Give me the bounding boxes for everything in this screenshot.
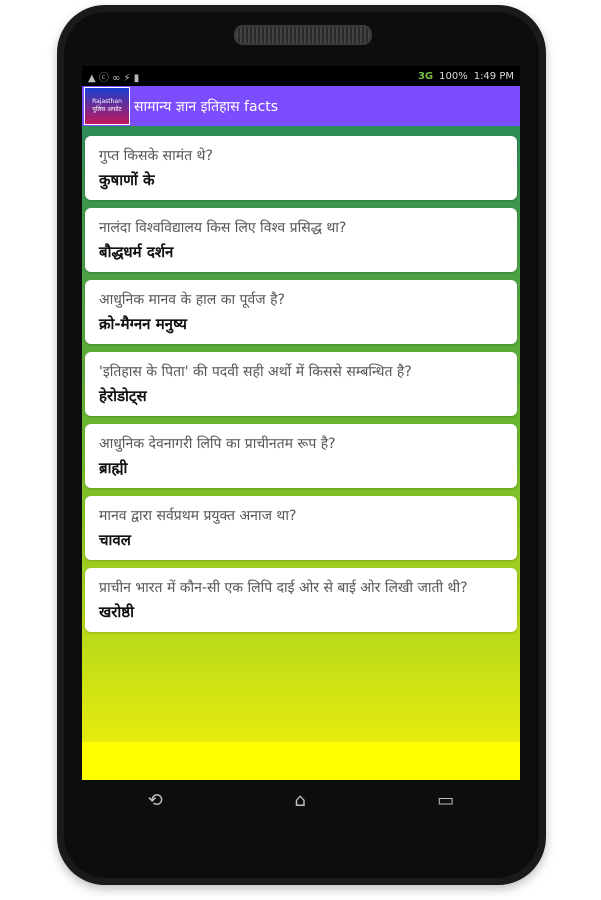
app-logo	[84, 87, 130, 125]
answer-text: हेरोडोट्स	[99, 387, 147, 405]
answer-text: ब्राह्मी	[99, 459, 128, 477]
logo-line1: Rajasthan	[92, 98, 122, 105]
app-title: सामान्य ज्ञान इतिहास facts	[134, 98, 279, 115]
answer-text: कुषाणों के	[99, 171, 155, 189]
android-nav-bar	[82, 785, 520, 815]
app-screen	[82, 66, 520, 780]
facts-list	[82, 126, 520, 780]
app-bar	[82, 86, 520, 126]
fact-card[interactable]	[85, 568, 517, 632]
status-bar	[82, 66, 520, 86]
fact-card[interactable]	[85, 280, 517, 344]
battery-level: 100%	[439, 70, 468, 82]
ad-banner-area	[82, 742, 520, 780]
fact-card[interactable]	[85, 424, 517, 488]
recents-icon[interactable]: ▭	[437, 789, 455, 811]
question-text: आधुनिक देवनागरी लिपि का प्राचीनतम रूप है?	[99, 436, 336, 452]
question-text: गुप्त किसके सामंत थे?	[99, 148, 213, 164]
answer-text: चावल	[99, 531, 131, 549]
question-text: 'इतिहास के पिता' की पदवी सही अर्थो में किससे सम्बन्धित है?	[99, 364, 412, 380]
question-text: प्राचीन भारत में कौन-सी एक लिपि दाई ओर से बाई ओर लिखी जाती थी?	[99, 580, 468, 596]
home-icon[interactable]: ⌂	[294, 789, 306, 811]
clock: 1:49 PM	[473, 70, 514, 82]
answer-text: बौद्धधर्म दर्शन	[99, 243, 174, 261]
fact-card[interactable]	[85, 136, 517, 200]
fact-card[interactable]	[85, 496, 517, 560]
question-text: नालंदा विश्वविद्यालय किस लिए विश्व प्रसिद्ध था?	[99, 220, 347, 236]
back-icon[interactable]: ⟲	[147, 789, 163, 811]
network-indicator: 3G	[417, 70, 434, 82]
status-right	[418, 71, 514, 82]
answer-text: खरोष्ठी	[99, 603, 135, 621]
speaker-grille	[234, 25, 372, 45]
answer-text: क्रो-मैग्नन मनुष्य	[99, 315, 188, 333]
fact-card[interactable]	[85, 208, 517, 272]
logo-line2: पुलिस अपडेट	[92, 106, 122, 113]
question-text: आधुनिक मानव के हाल का पूर्वज है?	[99, 292, 285, 308]
fact-card[interactable]	[85, 352, 517, 416]
question-text: मानव द्वारा सर्वप्रथम प्रयुक्त अनाज था?	[99, 508, 297, 524]
status-notification-icons: ▲ ⓒ ∞ ⚡ ▮	[88, 72, 140, 84]
